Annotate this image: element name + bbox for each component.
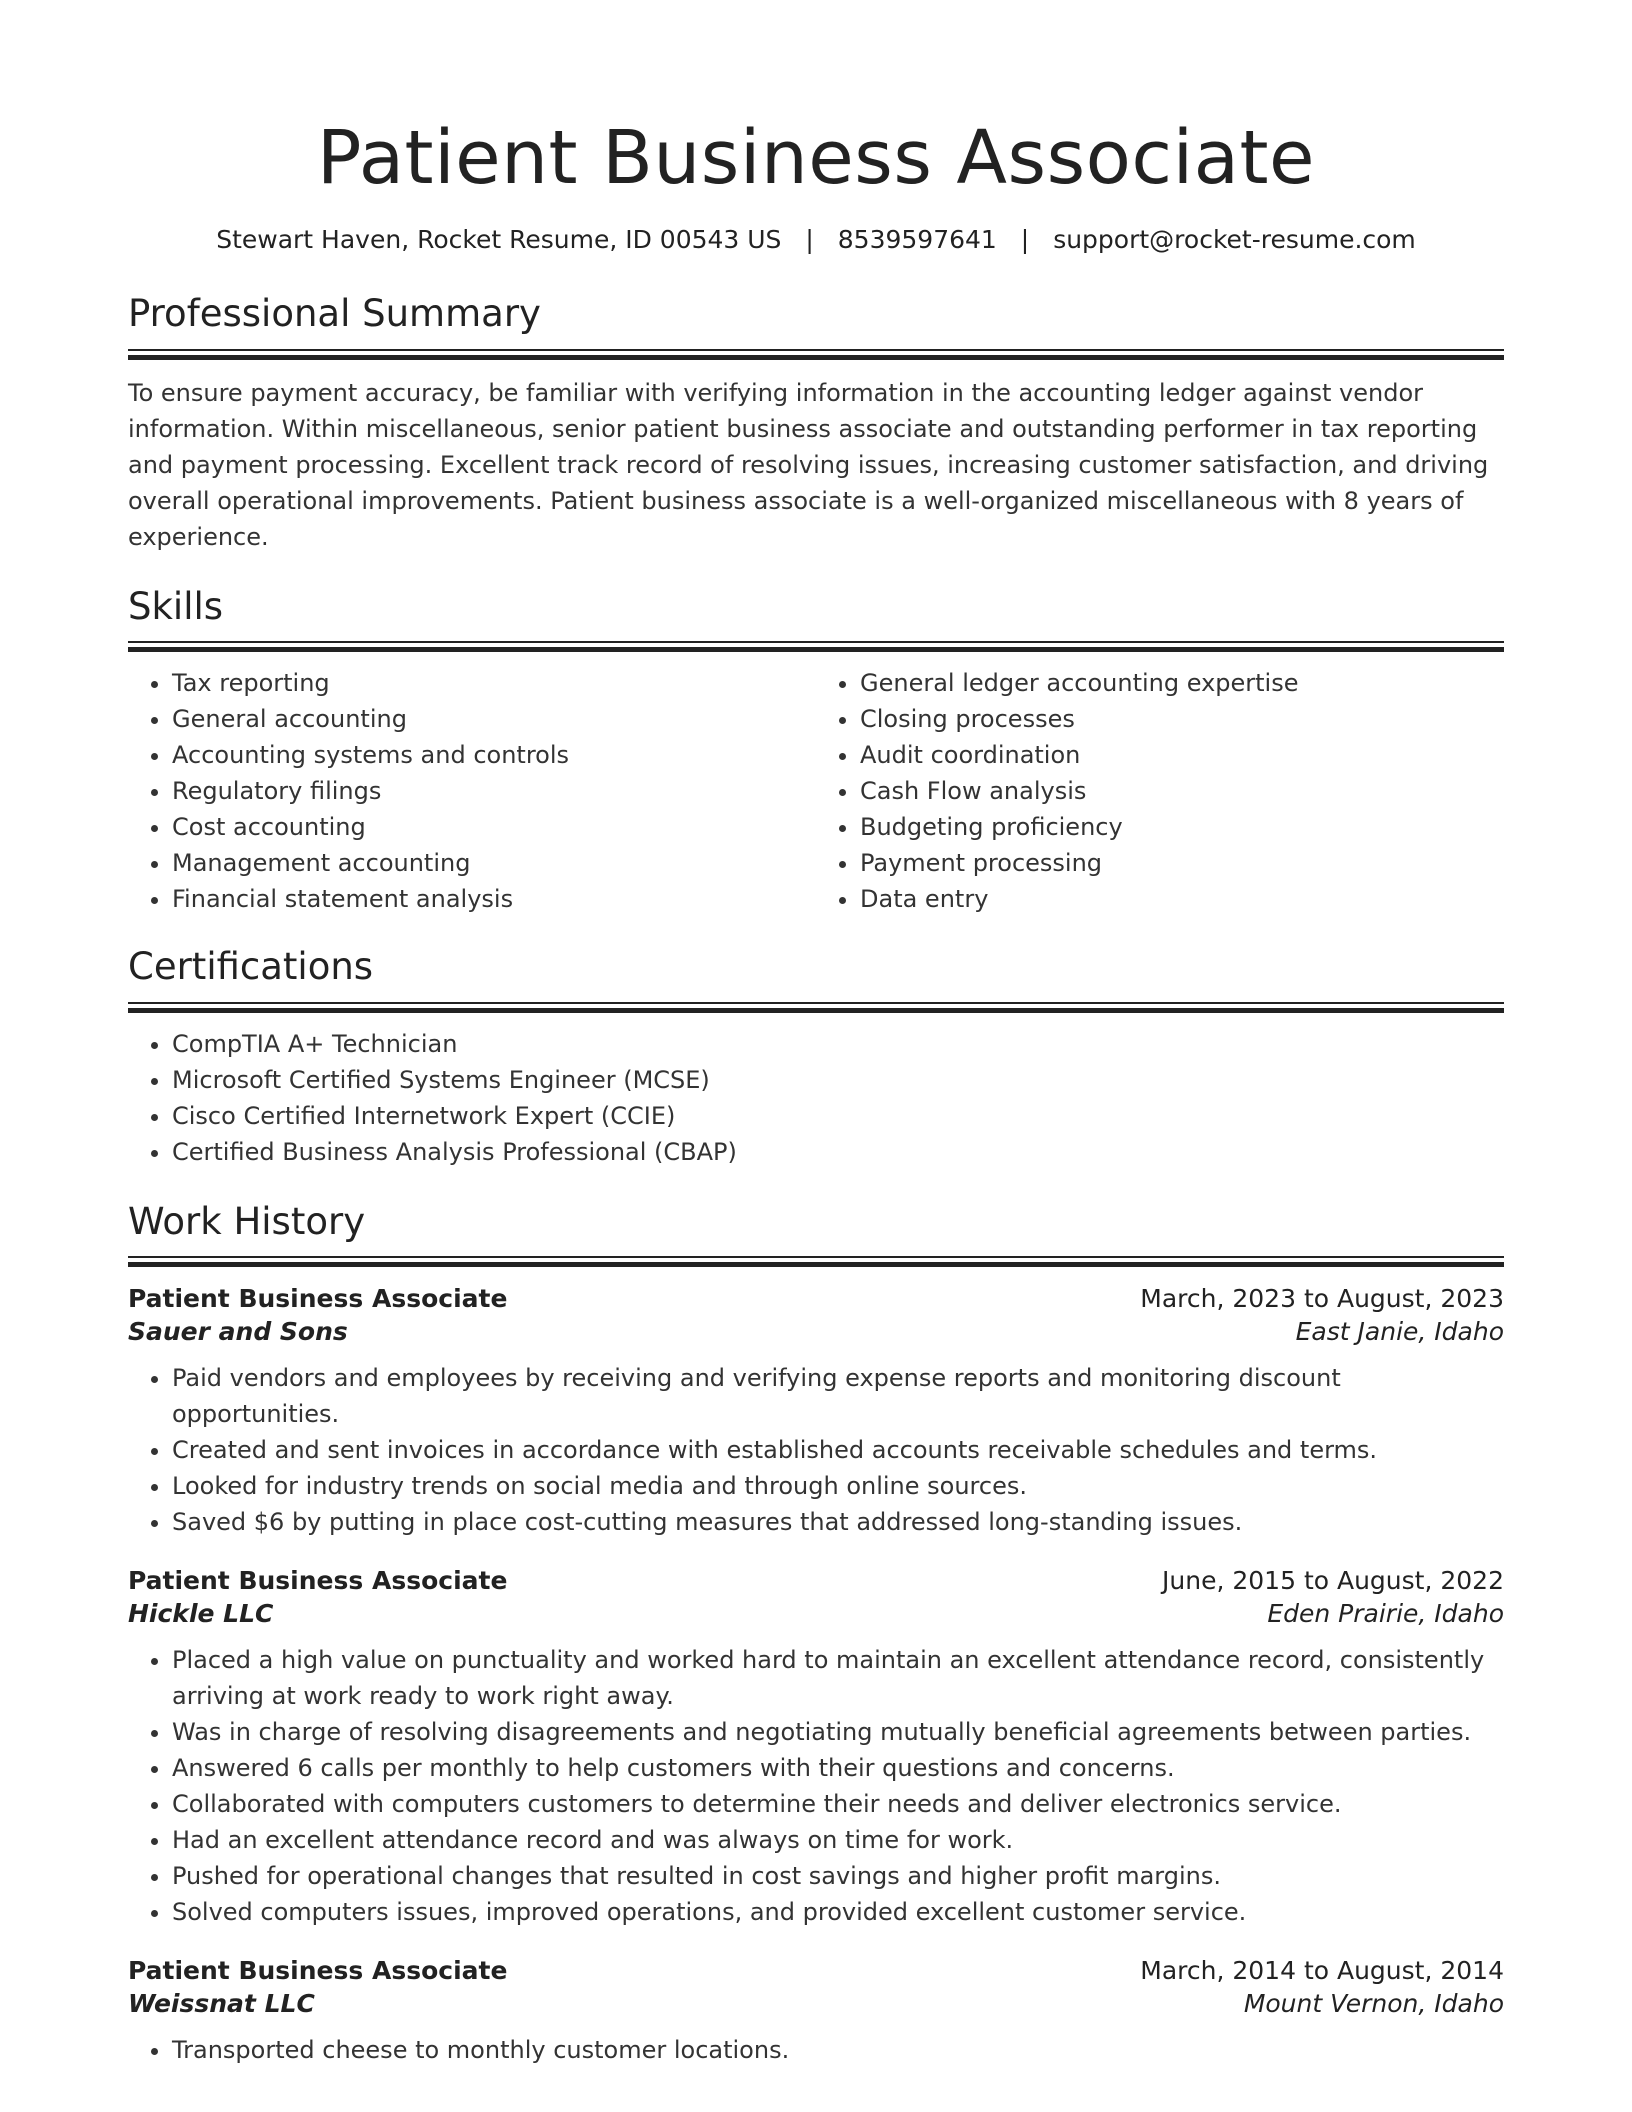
section-divider [128, 1002, 1504, 1012]
job-dates: March, 2014 to August, 2014 [1140, 1955, 1504, 1985]
skill-item: • Management accounting [172, 845, 816, 881]
job-company: Sauer and Sons [128, 1316, 348, 1346]
skills-section [128, 585, 1504, 917]
job-bullet: • Looked for industry trends on social media and through online sources. [172, 1468, 1504, 1504]
job-location: East Janie, Idaho [1295, 1316, 1504, 1346]
skill-item: • Budgeting proficiency [860, 809, 1504, 845]
job-bullets [128, 2032, 1504, 2068]
job-bullet: • Had an excellent attendance record and was always on time for work. [172, 1822, 1504, 1858]
contact-address: Stewart Haven, Rocket Resume, ID 00543 US [216, 225, 782, 255]
job-bullet: • Collaborated with computers customers to determine their needs and deliver electronics service. [172, 1786, 1504, 1822]
summary-text: To ensure payment accuracy, be familiar with verifying information in the accounting ledger against vendor information. Within miscellaneous, senior patient business associate and outstanding performer in tax reporting and payment processing. Excellent track record of resolving issues, increasing customer satisfaction, and driving overall operational improvements. Patient business associate is a well-organized miscellaneous with 8 years of experience. [128, 378, 1489, 551]
job-bullet: • Saved $6 by putting in place cost-cutting measures that addressed long-standing issues. [172, 1504, 1504, 1540]
job-bullet: • Answered 6 calls per monthly to help customers with their questions and concerns. [172, 1750, 1504, 1786]
job-company: Hickle LLC [128, 1598, 274, 1628]
contact-line [128, 225, 1504, 254]
job-dates: June, 2015 to August, 2022 [1162, 1565, 1504, 1595]
certifications-list [128, 1026, 1504, 1170]
certifications-title: Certifications [128, 945, 374, 989]
job-subheader [128, 1989, 1504, 2018]
skill-item: • Tax reporting [172, 665, 816, 701]
skill-item: • Regulatory filings [172, 773, 816, 809]
certification-item: • Microsoft Certified Systems Engineer (MCSE) [172, 1062, 1504, 1098]
job-title: Patient Business Associate [128, 1283, 508, 1313]
job-bullet: • Was in charge of resolving disagreements and negotiating mutually beneficial agreements between parties. [172, 1714, 1504, 1750]
job-bullet: • Transported cheese to monthly customer locations. [172, 2032, 1504, 2068]
skills-title: Skills [128, 584, 224, 628]
job-header [128, 1566, 1504, 1595]
work-title: Work History [128, 1199, 366, 1243]
contact-separator: | [1020, 225, 1030, 255]
job-entry [128, 1956, 1504, 2068]
skill-item: • Cash Flow analysis [860, 773, 1504, 809]
job-subheader [128, 1317, 1504, 1346]
skill-item: • General ledger accounting expertise [860, 665, 1504, 701]
job-bullets [128, 1642, 1504, 1930]
certification-item: • Cisco Certified Internetwork Expert (CCIE) [172, 1098, 1504, 1134]
contact-phone: 8539597641 [837, 225, 997, 255]
certification-item: • Certified Business Analysis Professional (CBAP) [172, 1134, 1504, 1170]
job-header [128, 1956, 1504, 1985]
skill-item: • Payment processing [860, 845, 1504, 881]
certification-item: • CompTIA A+ Technician [172, 1026, 1504, 1062]
skill-item: • Data entry [860, 881, 1504, 917]
skill-item: • Financial statement analysis [172, 881, 816, 917]
skill-item: • Closing processes [860, 701, 1504, 737]
certifications-section [128, 945, 1504, 1169]
job-dates: March, 2023 to August, 2023 [1140, 1283, 1504, 1313]
job-location: Mount Vernon, Idaho [1243, 1988, 1504, 2018]
job-bullet: • Pushed for operational changes that resulted in cost savings and higher profit margins. [172, 1858, 1504, 1894]
section-divider [128, 349, 1504, 359]
section-divider [128, 1256, 1504, 1266]
job-bullet: • Paid vendors and employees by receiving and verifying expense reports and monitoring discount opportunities. [172, 1360, 1504, 1432]
skill-item: • Accounting systems and controls [172, 737, 816, 773]
skill-item: • General accounting [172, 701, 816, 737]
job-bullets [128, 1360, 1504, 1540]
skill-item: • Cost accounting [172, 809, 816, 845]
contact-separator: | [805, 225, 814, 255]
resume-name: Patient Business Associate [316, 115, 1316, 201]
work-section [128, 1200, 1504, 2068]
job-bullet: • Placed a high value on punctuality and worked hard to maintain an excellent attendance record, consistently arriving at work ready to work right away. [172, 1642, 1504, 1714]
contact-email: support@rocket-resume.com [1053, 225, 1416, 255]
skills-grid [128, 665, 1504, 917]
skills-list-right [816, 665, 1504, 917]
job-bullet: • Created and sent invoices in accordance with established accounts receivable schedules and terms. [172, 1432, 1504, 1468]
job-header [128, 1284, 1504, 1313]
job-location: Eden Prairie, Idaho [1267, 1598, 1504, 1628]
job-title: Patient Business Associate [128, 1955, 508, 1985]
job-entry [128, 1566, 1504, 1930]
skill-item: • Audit coordination [860, 737, 1504, 773]
job-title: Patient Business Associate [128, 1565, 508, 1595]
job-bullet: • Solved computers issues, improved operations, and provided excellent customer service. [172, 1894, 1504, 1930]
job-entry [128, 1284, 1504, 1540]
job-subheader [128, 1599, 1504, 1628]
section-divider [128, 641, 1504, 651]
summary-title: Professional Summary [128, 292, 541, 336]
skills-list-left [128, 665, 816, 917]
job-company: Weissnat LLC [128, 1988, 315, 2018]
summary-section [128, 292, 1504, 554]
